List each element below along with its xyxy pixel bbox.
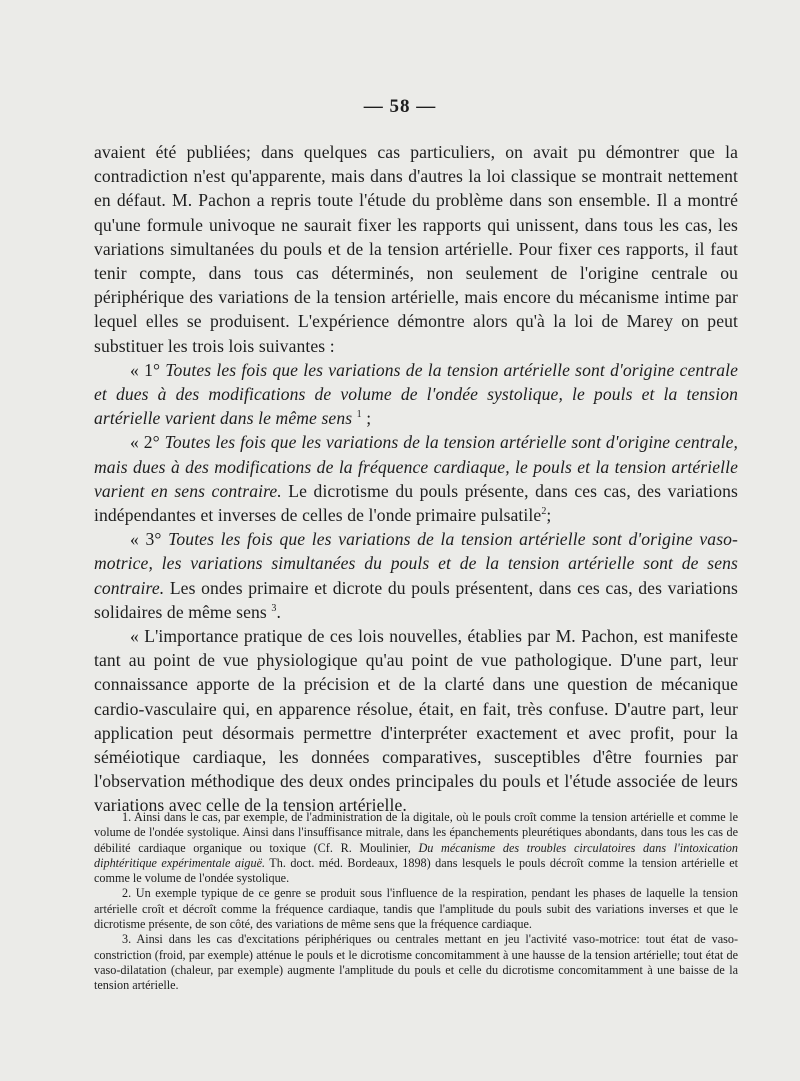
paragraph-intro: avaient été publiées; dans quelques cas particuliers, on avait pu démontrer que la contradiction n'est qu'apparente, mais dans d'autres la loi classique se montrait nettement en défaut. M. Pachon a repris toute l'étude du problème dans son ensemble. Il a montré qu'une formule univoque ne saurait fixer les rapports qui unissent, dans tous les cas, les variations simultanées du pouls et de la tension artérielle. Pour fixer ces rapports, il faut tenir compte, dans tous cas déterminés, non seulement de l'origine centrale ou périphérique des variations de la tension artérielle, mais encore du mécanisme intime par lequel elles se produisent. L'expérience démontre alors qu'à la loi de Marey on peut substituer les trois lois suivantes :	[94, 142, 738, 356]
law-2	[94, 430, 738, 527]
footnote-1-title: Du mécanisme des troubles circulatoires dans l'intoxication diphtéritique expérimentale aiguë.	[94, 840, 738, 870]
paragraph-importance: « L'importance pratique de ces lois nouvelles, établies par M. Pachon, est manifeste tant au point de vue physiologique qu'au point de vue pathologique. D'une part, leur connaissance apporte de la précision et de la clarté dans une question de mécanique cardio-vasculaire qui, en apparence résolue, était, en fait, très confuse. D'autre part, leur application peut désormais permettre d'interpréter exactement et avec profit, pour la séméiotique cardiaque, les données comparatives, susceptibles d'être fournies par l'observation méthodique des deux ondes principales du pouls et l'étude associée de leurs variations avec celle de la tension artérielle.	[94, 626, 738, 816]
law-3-italic-text: Toutes les fois que les variations de la tension artérielle sont d'origine vaso-motrice, les variations simultanées du pouls et de la tension artérielle sont de sens contraire.	[94, 529, 738, 598]
law-2-suffix: ;	[546, 505, 552, 526]
footnote-ref-1: 1	[356, 409, 362, 421]
body-text	[94, 140, 738, 818]
law-1	[94, 358, 738, 431]
footnote-1-text-a: 1. Ainsi dans le cas, par exemple, de l'administration de la digitale, où le pouls croît comme la tension artérielle et comme le volume de l'ondée systolique. Ainsi dans l'insuffisance mitrale, dans les épanchements pleurétiques abondants, dans tous les cas de débilité cardiaque organique ou toxique (Cf. R. Moulinier,	[94, 810, 738, 855]
page-number: — 58 —	[363, 96, 437, 117]
law-3-prefix: « 3°	[130, 529, 169, 550]
law-3-suffix: .	[276, 601, 281, 622]
footnote-ref-2: 2	[541, 506, 547, 518]
law-3-text: Les ondes primaire et dicrote du pouls présentent, dans ces cas, des variations solidaires de même sens	[94, 577, 738, 622]
footnote-3: 3. Ainsi dans les cas d'excitations périphériques ou centrales mettant en jeu l'activité vaso-motrice: tout état de vaso-constriction (froid, par exemple) atténue le pouls et le dicrotisme concomitamment à une hausse de la tension artérielle; tout état de vaso-dilatation (chaleur, par exemple) augmente l'amplitude du pouls et celle du dicrotisme concomitamment à une baisse de la tension artérielle.	[94, 932, 738, 993]
footnote-2: 2. Un exemple typique de ce genre se produit sous l'influence de la respiration, pendant les phases de laquelle la tension artérielle croît et décroît comme la fréquence cardiaque, tandis que l'amplitude du pouls subit des variations inverses et que le dicrotisme présente, de son côté, des variations de même sens que la fréquence cardiaque.	[94, 886, 738, 932]
footnote-1-text-b: Th. doct. méd. Bordeaux, 1898) dans lesquels le pouls décroît comme la tension artérielle et comme le volume de l'ondée systolique.	[94, 855, 738, 886]
footnote-1	[94, 810, 738, 886]
footnote-ref-3: 3	[271, 603, 277, 614]
law-2-text: Le dicrotisme du pouls présente, dans ces cas, des variations indépendantes et inverses de celles de l'onde primaire pulsatile	[94, 480, 738, 526]
law-1-suffix: ;	[361, 408, 372, 429]
law-1-prefix: « 1°	[130, 359, 166, 380]
footnotes	[94, 810, 738, 994]
law-2-italic-text: Toutes les fois que les variations de la tension artérielle sont d'origine centrale, mais dues à des modifications de la fréquence cardiaque, le pouls et la tension artérielle varient en sens contraire.	[94, 432, 738, 501]
law-2-prefix: « 2°	[130, 432, 165, 453]
law-1-italic-text: Toutes les fois que les variations de la tension artérielle sont d'origine centrale et dues à des modifications de volume de l'ondée systolique, le pouls et la tension artérielle varient dans le même sens	[94, 359, 738, 429]
law-3	[94, 527, 738, 624]
